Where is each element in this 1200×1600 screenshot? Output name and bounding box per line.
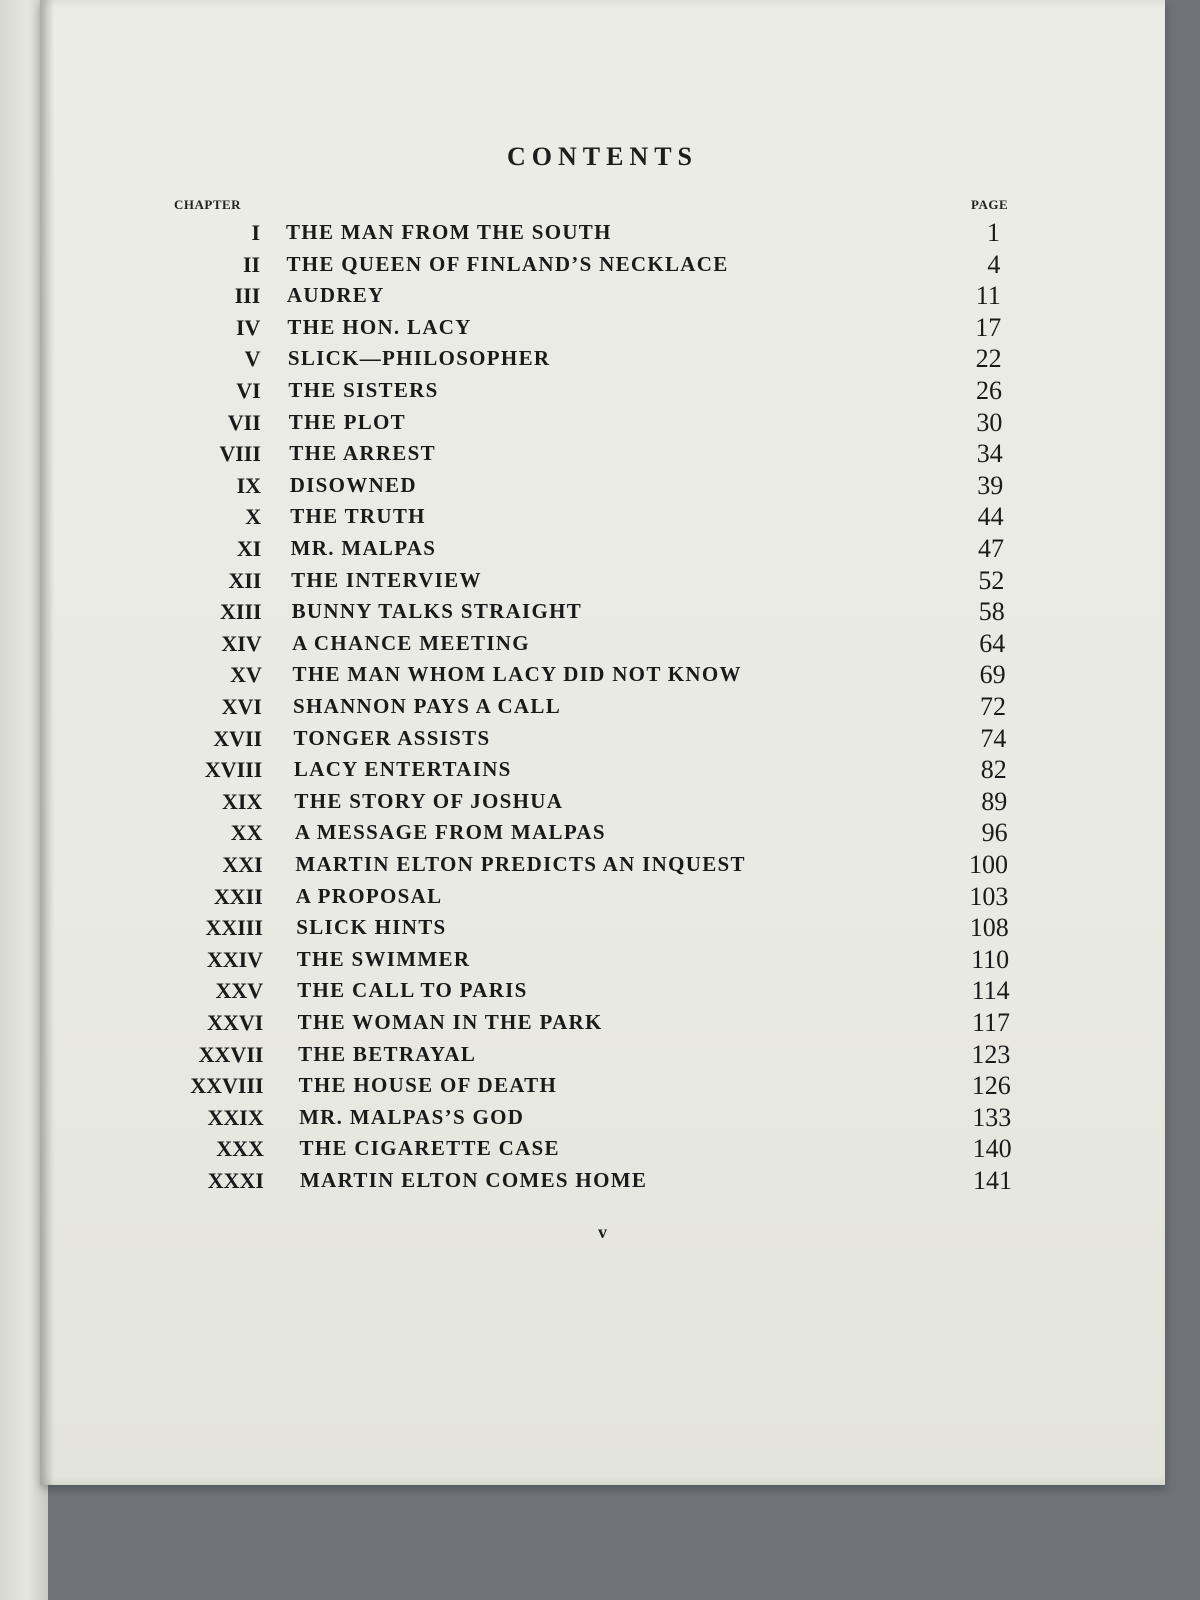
chapter-number: V bbox=[244, 346, 261, 372]
toc-entry bbox=[40, 757, 1165, 787]
page-number: 11 bbox=[975, 281, 1001, 311]
chapter-title: DISOWNED bbox=[289, 472, 417, 497]
page-number: 141 bbox=[973, 1166, 1012, 1195]
toc-entry bbox=[40, 820, 1165, 850]
chapter-number: IV bbox=[235, 314, 261, 340]
chapter-title: THE ARREST bbox=[289, 441, 436, 466]
page-title: CONTENTS bbox=[506, 142, 699, 171]
chapter-column-header: CHAPTER bbox=[174, 197, 242, 212]
page-number: 34 bbox=[976, 439, 1003, 469]
toc-entry bbox=[40, 662, 1165, 692]
page-number: 123 bbox=[971, 1039, 1011, 1069]
chapter-title: BUNNY TALKS STRAIGHT bbox=[291, 599, 583, 624]
toc-entry bbox=[40, 978, 1165, 1008]
page-number: 58 bbox=[978, 597, 1005, 627]
page-column-header: PAGE bbox=[971, 197, 1009, 212]
page-number: 133 bbox=[972, 1102, 1012, 1132]
chapter-number: XXV bbox=[215, 978, 264, 1004]
chapter-number: XVIII bbox=[204, 757, 263, 783]
toc-entry bbox=[40, 346, 1165, 376]
toc-entry bbox=[40, 1168, 1165, 1198]
chapter-title: THE HOUSE OF DEATH bbox=[298, 1073, 558, 1098]
page-number: 1 bbox=[987, 218, 1000, 247]
chapter-title: THE CALL TO PARIS bbox=[297, 978, 528, 1003]
chapter-title: THE HON. LACY bbox=[287, 314, 472, 339]
page-number: 103 bbox=[969, 881, 1009, 911]
chapter-title: THE STORY OF JOSHUA bbox=[294, 788, 564, 813]
chapter-number: I bbox=[251, 220, 260, 245]
page-number: 140 bbox=[972, 1134, 1012, 1164]
chapter-title: SHANNON PAYS A CALL bbox=[293, 694, 562, 718]
page-number: 74 bbox=[980, 723, 1007, 753]
chapter-title: THE PLOT bbox=[288, 409, 406, 434]
page-number: 126 bbox=[971, 1071, 1011, 1101]
chapter-title: THE SISTERS bbox=[288, 378, 439, 402]
chapter-number: XII bbox=[228, 567, 262, 593]
toc-entry bbox=[40, 470, 1165, 503]
toc-entry bbox=[40, 881, 1165, 914]
chapter-title: TONGER ASSISTS bbox=[293, 725, 491, 750]
toc-entry bbox=[40, 1010, 1165, 1040]
chapter-number: XI bbox=[236, 536, 262, 561]
chapter-number: VII bbox=[227, 409, 261, 435]
chapter-number: XIII bbox=[220, 599, 262, 625]
page-number: 17 bbox=[975, 312, 1002, 342]
chapter-number: VIII bbox=[219, 441, 261, 467]
toc-entry bbox=[40, 723, 1165, 756]
toc-entry bbox=[40, 852, 1165, 882]
chapter-number: XV bbox=[230, 662, 262, 688]
page-number: 69 bbox=[979, 660, 1006, 690]
toc-entry bbox=[40, 694, 1165, 724]
page-number: 96 bbox=[981, 818, 1008, 848]
chapter-number: XXVI bbox=[207, 1010, 264, 1035]
chapter-title: THE BETRAYAL bbox=[298, 1041, 477, 1066]
toc-entry bbox=[40, 312, 1165, 345]
toc-entry bbox=[40, 786, 1165, 819]
toc-entry bbox=[40, 1136, 1165, 1166]
toc-entry bbox=[40, 599, 1165, 629]
page-number: 26 bbox=[976, 376, 1002, 405]
toc-entry bbox=[40, 536, 1165, 566]
chapter-title: THE MAN FROM THE SOUTH bbox=[286, 220, 612, 244]
page-number: 100 bbox=[969, 850, 1008, 879]
toc-entry bbox=[40, 1102, 1165, 1135]
chapter-number: XXI bbox=[222, 852, 263, 877]
toc-entry bbox=[40, 944, 1165, 977]
page-number: 52 bbox=[978, 565, 1005, 595]
chapter-title: MR. MALPAS bbox=[290, 536, 437, 560]
chapter-title: THE INTERVIEW bbox=[291, 567, 482, 592]
page-folio: v bbox=[598, 1222, 607, 1242]
chapter-number: X bbox=[245, 504, 262, 530]
page-number: 117 bbox=[971, 1008, 1010, 1037]
chapter-number: VI bbox=[236, 378, 261, 403]
chapter-number: XXII bbox=[213, 883, 263, 909]
page-number: 82 bbox=[980, 755, 1007, 785]
chapter-title: A PROPOSAL bbox=[295, 883, 443, 908]
chapter-number: XVI bbox=[221, 694, 262, 719]
chapter-title: SLICK—PHILOSOPHER bbox=[287, 346, 551, 371]
chapter-title: THE CIGARETTE CASE bbox=[299, 1136, 560, 1161]
chapter-title: MARTIN ELTON PREDICTS AN INQUEST bbox=[295, 852, 746, 876]
chapter-number: IX bbox=[236, 472, 262, 498]
chapter-number: XIV bbox=[221, 630, 262, 656]
chapter-title: A MESSAGE FROM MALPAS bbox=[294, 820, 606, 845]
page-number: 64 bbox=[979, 628, 1006, 658]
toc-entry bbox=[40, 283, 1165, 313]
chapter-number: XIX bbox=[222, 788, 263, 814]
page-number: 89 bbox=[981, 786, 1008, 816]
chapter-number: XXVIII bbox=[190, 1073, 264, 1099]
page-number: 4 bbox=[987, 249, 1001, 279]
chapter-title: MR. MALPAS’S GOD bbox=[299, 1104, 525, 1129]
page-number: 39 bbox=[977, 470, 1004, 500]
toc-entry bbox=[40, 1073, 1165, 1103]
page-number: 22 bbox=[975, 344, 1002, 374]
chapter-title: THE QUEEN OF FINLAND’S NECKLACE bbox=[286, 251, 729, 276]
chapter-title: THE WOMAN IN THE PARK bbox=[297, 1010, 603, 1034]
contents-list bbox=[40, 0, 1165, 1300]
chapter-number: II bbox=[243, 251, 261, 277]
page-number: 44 bbox=[977, 502, 1004, 532]
chapter-number: XXIV bbox=[206, 946, 264, 972]
chapter-number: XX bbox=[230, 820, 263, 846]
toc-entry bbox=[40, 441, 1165, 471]
chapter-number: XVII bbox=[213, 725, 263, 751]
chapter-number: III bbox=[234, 283, 261, 309]
spine-shadow bbox=[40, 0, 54, 1485]
chapter-number: XXIII bbox=[205, 915, 263, 941]
toc-entry bbox=[40, 915, 1165, 945]
page-number: 110 bbox=[971, 944, 1010, 974]
chapter-title: THE SWIMMER bbox=[296, 946, 471, 971]
toc-entry bbox=[40, 628, 1165, 661]
chapter-number: XXXI bbox=[207, 1168, 264, 1193]
toc-entry bbox=[40, 565, 1165, 598]
toc-entry bbox=[40, 504, 1165, 534]
page-number: 72 bbox=[980, 692, 1006, 721]
chapter-title: THE MAN WHOM LACY DID NOT KNOW bbox=[292, 662, 742, 687]
chapter-title: AUDREY bbox=[286, 283, 385, 308]
chapter-title: SLICK HINTS bbox=[296, 915, 447, 940]
chapter-title: MARTIN ELTON COMES HOME bbox=[300, 1168, 648, 1192]
toc-entry bbox=[40, 378, 1165, 408]
page-number: 30 bbox=[976, 407, 1003, 437]
chapter-title: LACY ENTERTAINS bbox=[293, 757, 512, 782]
page-number: 47 bbox=[978, 534, 1004, 563]
toc-entry bbox=[40, 220, 1165, 250]
page-number: 114 bbox=[971, 976, 1010, 1006]
chapter-number: XXIX bbox=[207, 1104, 264, 1130]
chapter-title: A CHANCE MEETING bbox=[292, 630, 530, 655]
book-page bbox=[40, 0, 1165, 1485]
toc-entry bbox=[40, 1039, 1165, 1072]
chapter-number: XXVII bbox=[198, 1041, 264, 1067]
toc-entry bbox=[40, 407, 1165, 440]
chapter-number: XXX bbox=[216, 1136, 264, 1162]
page-number: 108 bbox=[969, 913, 1009, 943]
chapter-title: THE TRUTH bbox=[290, 504, 426, 529]
toc-entry bbox=[40, 249, 1165, 282]
